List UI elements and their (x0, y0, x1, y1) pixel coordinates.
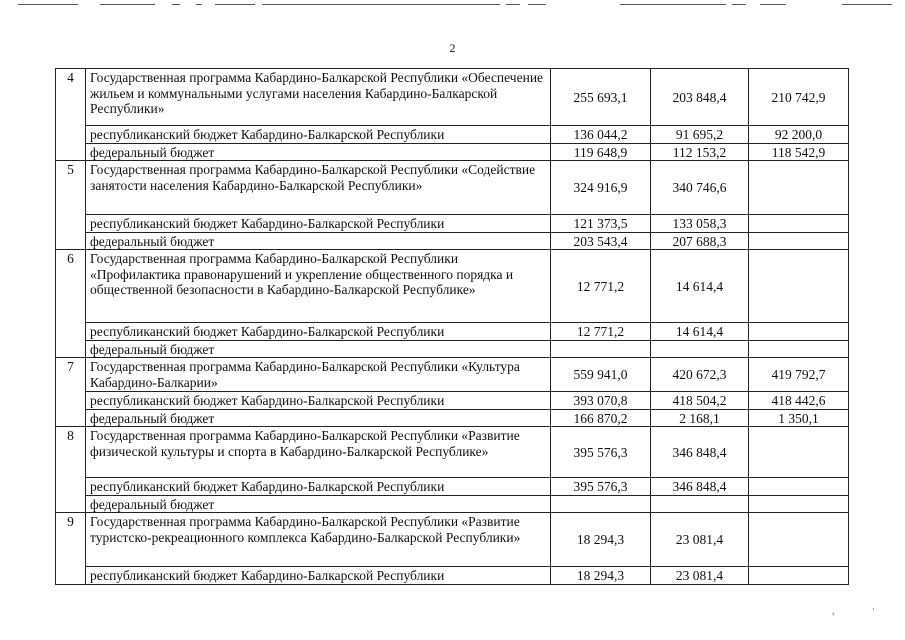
program-row (56, 161, 849, 215)
scan-mark (172, 4, 180, 5)
federal-budget-label: федеральный бюджет (86, 495, 551, 513)
federal-budget-label: федеральный бюджет (86, 340, 551, 358)
scan-speck: · (872, 604, 875, 614)
regional-budget-value: 393 070,8 (551, 392, 651, 410)
regional-budget-row (56, 478, 849, 496)
program-title: Государственная программа Кабардино-Балкарской Республики «Профилактика правонарушений и укрепление общественного порядка и общественной безопасности в Кабардино-Балкарской Республике» (86, 250, 551, 323)
program-row (56, 250, 849, 323)
federal-budget-value: 1 350,1 (749, 409, 849, 427)
federal-budget-value (651, 340, 749, 358)
regional-budget-row (56, 392, 849, 410)
program-title: Государственная программа Кабардино-Балкарской Республики «Обеспечение жильем и коммунальными услугами населения Кабардино-Балкарской Республики» (86, 69, 551, 126)
regional-budget-row (56, 215, 849, 233)
program-total-value (749, 250, 849, 323)
regional-budget-row (56, 567, 849, 585)
scan-mark (18, 4, 78, 5)
program-total-value: 340 746,6 (651, 161, 749, 215)
program-row (56, 513, 849, 567)
regional-budget-value: 18 294,3 (551, 567, 651, 585)
regional-budget-label: республиканский бюджет Кабардино-Балкарской Республики (86, 323, 551, 341)
program-total-value: 203 848,4 (651, 69, 749, 126)
regional-budget-value: 418 504,2 (651, 392, 749, 410)
scan-mark (100, 4, 155, 5)
program-total-value (749, 427, 849, 478)
federal-budget-row (56, 495, 849, 513)
federal-budget-value: 2 168,1 (651, 409, 749, 427)
program-number: 7 (56, 358, 86, 427)
regional-budget-value (749, 478, 849, 496)
program-row (56, 427, 849, 478)
program-total-value: 324 916,9 (551, 161, 651, 215)
program-number: 9 (56, 513, 86, 585)
regional-budget-value (749, 215, 849, 233)
scan-mark (842, 4, 892, 5)
regional-budget-value: 418 442,6 (749, 392, 849, 410)
program-total-value: 395 576,3 (551, 427, 651, 478)
regional-budget-value: 14 614,4 (651, 323, 749, 341)
federal-budget-label: федеральный бюджет (86, 232, 551, 250)
federal-budget-label: федеральный бюджет (86, 143, 551, 161)
scan-speck: , (832, 606, 835, 616)
regional-budget-row (56, 323, 849, 341)
program-total-value: 210 742,9 (749, 69, 849, 126)
regional-budget-value (749, 323, 849, 341)
federal-budget-value: 203 543,4 (551, 232, 651, 250)
federal-budget-row (56, 143, 849, 161)
program-total-value: 18 294,3 (551, 513, 651, 567)
federal-budget-value (749, 232, 849, 250)
federal-budget-value: 207 688,3 (651, 232, 749, 250)
program-title: Государственная программа Кабардино-Балкарской Республики «Развитие туристско-рекреационного комплекса Кабардино-Балкарской Республики» (86, 513, 551, 567)
regional-budget-value: 91 695,2 (651, 126, 749, 144)
federal-budget-value (749, 340, 849, 358)
program-title: Государственная программа Кабардино-Балкарской Республики «Содействие занятости населения Кабардино-Балкарской Республики» (86, 161, 551, 215)
federal-budget-value (651, 495, 749, 513)
regional-budget-value: 92 200,0 (749, 126, 849, 144)
program-title: Государственная программа Кабардино-Балкарской Республики «Развитие физической культуры и спорта в Кабардино-Балкарской Республике» (86, 427, 551, 478)
program-total-value: 559 941,0 (551, 358, 651, 392)
program-total-value: 420 672,3 (651, 358, 749, 392)
program-total-value: 12 771,2 (551, 250, 651, 323)
scan-mark (528, 4, 546, 5)
scan-mark (732, 4, 746, 5)
regional-budget-value: 121 373,5 (551, 215, 651, 233)
federal-budget-value (551, 340, 651, 358)
federal-budget-row (56, 232, 849, 250)
program-title: Государственная программа Кабардино-Балкарской Республики «Культура Кабардино-Балкарии» (86, 358, 551, 392)
regional-budget-row (56, 126, 849, 144)
federal-budget-value: 166 870,2 (551, 409, 651, 427)
program-number: 4 (56, 69, 86, 161)
scan-mark (506, 4, 520, 5)
federal-budget-value (551, 495, 651, 513)
regional-budget-label: республиканский бюджет Кабардино-Балкарской Республики (86, 126, 551, 144)
program-total-value: 419 792,7 (749, 358, 849, 392)
regional-budget-label: республиканский бюджет Кабардино-Балкарской Республики (86, 215, 551, 233)
scan-mark (196, 4, 202, 5)
regional-budget-value: 12 771,2 (551, 323, 651, 341)
scan-mark (262, 4, 500, 5)
page-number: 2 (449, 41, 456, 55)
federal-budget-row (56, 340, 849, 358)
regional-budget-label: республиканский бюджет Кабардино-Балкарской Республики (86, 392, 551, 410)
program-number: 6 (56, 250, 86, 358)
federal-budget-value: 119 648,9 (551, 143, 651, 161)
program-total-value: 346 848,4 (651, 427, 749, 478)
regional-budget-label: республиканский бюджет Кабардино-Балкарской Республики (86, 478, 551, 496)
program-row (56, 69, 849, 126)
regional-budget-value (749, 567, 849, 585)
regional-budget-value: 136 044,2 (551, 126, 651, 144)
federal-budget-row (56, 409, 849, 427)
scan-mark (760, 4, 786, 5)
regional-budget-value: 395 576,3 (551, 478, 651, 496)
program-total-value (749, 161, 849, 215)
program-row (56, 358, 849, 392)
program-number: 8 (56, 427, 86, 513)
program-number: 5 (56, 161, 86, 250)
federal-budget-value (749, 495, 849, 513)
federal-budget-value: 118 542,9 (749, 143, 849, 161)
program-total-value: 14 614,4 (651, 250, 749, 323)
regional-budget-value: 23 081,4 (651, 567, 749, 585)
table-body (56, 69, 849, 585)
program-total-value: 255 693,1 (551, 69, 651, 126)
scan-mark (215, 4, 255, 5)
regional-budget-label: республиканский бюджет Кабардино-Балкарской Республики (86, 567, 551, 585)
program-total-value (749, 513, 849, 567)
scan-mark (620, 4, 726, 5)
regional-budget-value: 346 848,4 (651, 478, 749, 496)
program-total-value: 23 081,4 (651, 513, 749, 567)
budget-table (55, 68, 849, 585)
federal-budget-label: федеральный бюджет (86, 409, 551, 427)
regional-budget-value: 133 058,3 (651, 215, 749, 233)
federal-budget-value: 112 153,2 (651, 143, 749, 161)
